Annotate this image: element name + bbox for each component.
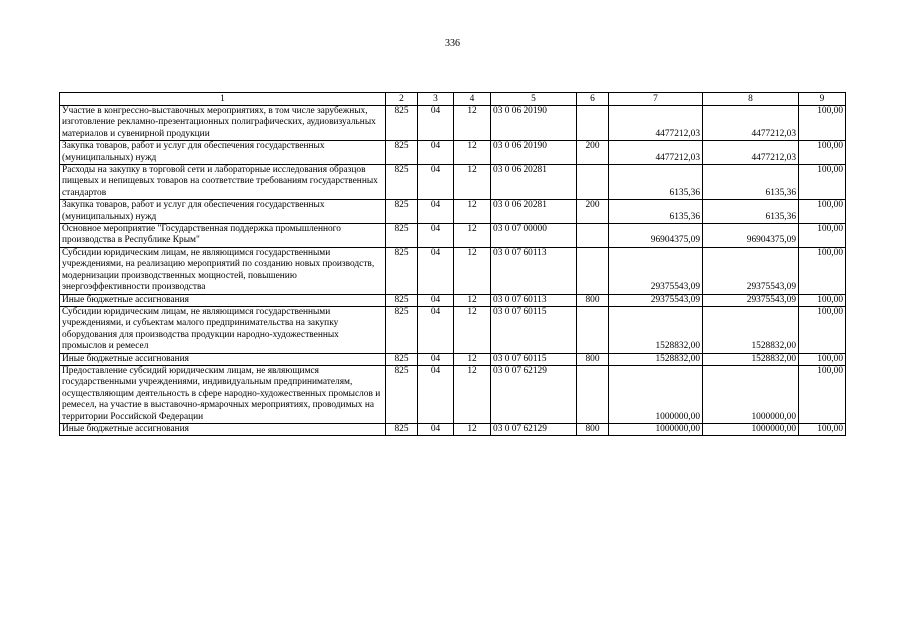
table-row xyxy=(60,200,846,224)
table-row xyxy=(60,353,846,365)
expense-type-cell: 800 xyxy=(577,294,609,306)
row-name-cell: Иные бюджетные ассигнования xyxy=(60,353,386,365)
expense-type-cell xyxy=(577,165,609,200)
executed-amount-cell: 1528832,00 xyxy=(703,306,799,353)
row-name-cell: Расходы на закупку в торговой сети и лабораторные исследования образцов пищевых и непищевых товаров на соответствие требованиям государственных стандартов xyxy=(60,165,386,200)
expense-type-cell: 800 xyxy=(577,423,609,435)
executed-amount-cell: 6135,36 xyxy=(703,165,799,200)
section-cell: 04 xyxy=(418,306,454,353)
row-name-cell: Субсидии юридическим лицам, не являющимся государственными учреждениями, на реализацию мероприятий по созданию новых производств, модернизации производственных мощностей, повышению энергоэффективности производства xyxy=(60,247,386,294)
budget-table xyxy=(59,92,846,436)
target-article-cell: 03 0 07 60115 xyxy=(491,353,577,365)
target-article-cell: 03 0 06 20281 xyxy=(491,200,577,224)
table-row xyxy=(60,423,846,435)
percent-cell: 100,00 xyxy=(799,365,846,423)
section-cell: 04 xyxy=(418,247,454,294)
expense-type-cell xyxy=(577,247,609,294)
subsection-cell: 12 xyxy=(454,141,491,165)
target-article-cell: 03 0 07 62129 xyxy=(491,365,577,423)
expense-type-cell: 800 xyxy=(577,353,609,365)
executed-amount-cell: 4477212,03 xyxy=(703,141,799,165)
percent-cell: 100,00 xyxy=(799,306,846,353)
executed-amount-cell: 1000000,00 xyxy=(703,423,799,435)
column-header-9: 9 xyxy=(799,93,846,106)
column-header-7: 7 xyxy=(609,93,703,106)
table-row xyxy=(60,106,846,141)
executed-amount-cell: 1000000,00 xyxy=(703,365,799,423)
percent-cell: 100,00 xyxy=(799,247,846,294)
table-row xyxy=(60,294,846,306)
subsection-cell: 12 xyxy=(454,200,491,224)
expense-type-cell: 200 xyxy=(577,200,609,224)
expense-type-cell xyxy=(577,224,609,248)
percent-cell: 100,00 xyxy=(799,165,846,200)
column-header-2: 2 xyxy=(386,93,418,106)
percent-cell: 100,00 xyxy=(799,294,846,306)
planned-amount-cell: 6135,36 xyxy=(609,165,703,200)
subsection-cell: 12 xyxy=(454,365,491,423)
row-name-cell: Предоставление субсидий юридическим лицам, не являющимся государственными учреждениями, индивидуальным предпринимателям, осуществляющим деятельность в сфере народно-художественных промыслов и ремесел, на участие в выставочно-ярмарочных мероприятиях, проводимых на территории Российской Федерации xyxy=(60,365,386,423)
executed-amount-cell: 29375543,09 xyxy=(703,247,799,294)
table-row xyxy=(60,141,846,165)
expense-type-cell xyxy=(577,365,609,423)
section-cell: 04 xyxy=(418,365,454,423)
section-cell: 04 xyxy=(418,165,454,200)
row-name-cell: Субсидии юридическим лицам, не являющимся государственными учреждениями, и субъектам малого предпринимательства на закупку оборудования для производства продукции народно-художественных промыслов и ремесел xyxy=(60,306,386,353)
section-cell: 04 xyxy=(418,200,454,224)
percent-cell: 100,00 xyxy=(799,200,846,224)
ministry-code-cell: 825 xyxy=(386,365,418,423)
planned-amount-cell: 1528832,00 xyxy=(609,306,703,353)
planned-amount-cell: 6135,36 xyxy=(609,200,703,224)
table-row xyxy=(60,224,846,248)
target-article-cell: 03 0 06 20190 xyxy=(491,141,577,165)
planned-amount-cell: 29375543,09 xyxy=(609,294,703,306)
subsection-cell: 12 xyxy=(454,224,491,248)
percent-cell: 100,00 xyxy=(799,141,846,165)
column-header-6: 6 xyxy=(577,93,609,106)
subsection-cell: 12 xyxy=(454,165,491,200)
table-header-row xyxy=(60,93,846,106)
target-article-cell: 03 0 07 60113 xyxy=(491,247,577,294)
subsection-cell: 12 xyxy=(454,306,491,353)
ministry-code-cell: 825 xyxy=(386,224,418,248)
section-cell: 04 xyxy=(418,294,454,306)
column-header-8: 8 xyxy=(703,93,799,106)
ministry-code-cell: 825 xyxy=(386,423,418,435)
planned-amount-cell: 4477212,03 xyxy=(609,141,703,165)
planned-amount-cell: 1000000,00 xyxy=(609,365,703,423)
ministry-code-cell: 825 xyxy=(386,200,418,224)
section-cell: 04 xyxy=(418,224,454,248)
row-name-cell: Иные бюджетные ассигнования xyxy=(60,423,386,435)
subsection-cell: 12 xyxy=(454,247,491,294)
subsection-cell: 12 xyxy=(454,106,491,141)
section-cell: 04 xyxy=(418,106,454,141)
section-cell: 04 xyxy=(418,423,454,435)
planned-amount-cell: 4477212,03 xyxy=(609,106,703,141)
target-article-cell: 03 0 06 20190 xyxy=(491,106,577,141)
executed-amount-cell: 96904375,09 xyxy=(703,224,799,248)
subsection-cell: 12 xyxy=(454,353,491,365)
expense-type-cell: 200 xyxy=(577,141,609,165)
section-cell: 04 xyxy=(418,353,454,365)
subsection-cell: 12 xyxy=(454,423,491,435)
planned-amount-cell: 29375543,09 xyxy=(609,247,703,294)
ministry-code-cell: 825 xyxy=(386,294,418,306)
executed-amount-cell: 6135,36 xyxy=(703,200,799,224)
percent-cell: 100,00 xyxy=(799,423,846,435)
executed-amount-cell: 4477212,03 xyxy=(703,106,799,141)
planned-amount-cell: 96904375,09 xyxy=(609,224,703,248)
target-article-cell: 03 0 07 60115 xyxy=(491,306,577,353)
row-name-cell: Участие в конгрессно-выставочных мероприятиях, в том числе зарубежных, изготовление рекламно-презентационных полиграфических, аудиовизуальных материалов и сувенирной продукции xyxy=(60,106,386,141)
page-number: 336 xyxy=(445,38,460,49)
ministry-code-cell: 825 xyxy=(386,165,418,200)
table-row xyxy=(60,306,846,353)
ministry-code-cell: 825 xyxy=(386,353,418,365)
row-name-cell: Иные бюджетные ассигнования xyxy=(60,294,386,306)
ministry-code-cell: 825 xyxy=(386,247,418,294)
executed-amount-cell: 29375543,09 xyxy=(703,294,799,306)
column-header-3: 3 xyxy=(418,93,454,106)
row-name-cell: Закупка товаров, работ и услуг для обеспечения государственных (муниципальных) нужд xyxy=(60,141,386,165)
executed-amount-cell: 1528832,00 xyxy=(703,353,799,365)
target-article-cell: 03 0 07 60113 xyxy=(491,294,577,306)
table-row xyxy=(60,247,846,294)
ministry-code-cell: 825 xyxy=(386,141,418,165)
column-header-5: 5 xyxy=(491,93,577,106)
expense-type-cell xyxy=(577,306,609,353)
subsection-cell: 12 xyxy=(454,294,491,306)
column-header-4: 4 xyxy=(454,93,491,106)
planned-amount-cell: 1000000,00 xyxy=(609,423,703,435)
row-name-cell: Основное мероприятие "Государственная поддержка промышленного производства в Республике Крым" xyxy=(60,224,386,248)
target-article-cell: 03 0 07 00000 xyxy=(491,224,577,248)
row-name-cell: Закупка товаров, работ и услуг для обеспечения государственных (муниципальных) нужд xyxy=(60,200,386,224)
expense-type-cell xyxy=(577,106,609,141)
column-header-1: 1 xyxy=(60,93,386,106)
percent-cell: 100,00 xyxy=(799,224,846,248)
target-article-cell: 03 0 07 62129 xyxy=(491,423,577,435)
percent-cell: 100,00 xyxy=(799,106,846,141)
percent-cell: 100,00 xyxy=(799,353,846,365)
ministry-code-cell: 825 xyxy=(386,106,418,141)
section-cell: 04 xyxy=(418,141,454,165)
target-article-cell: 03 0 06 20281 xyxy=(491,165,577,200)
table-row xyxy=(60,165,846,200)
ministry-code-cell: 825 xyxy=(386,306,418,353)
table-row xyxy=(60,365,846,423)
planned-amount-cell: 1528832,00 xyxy=(609,353,703,365)
